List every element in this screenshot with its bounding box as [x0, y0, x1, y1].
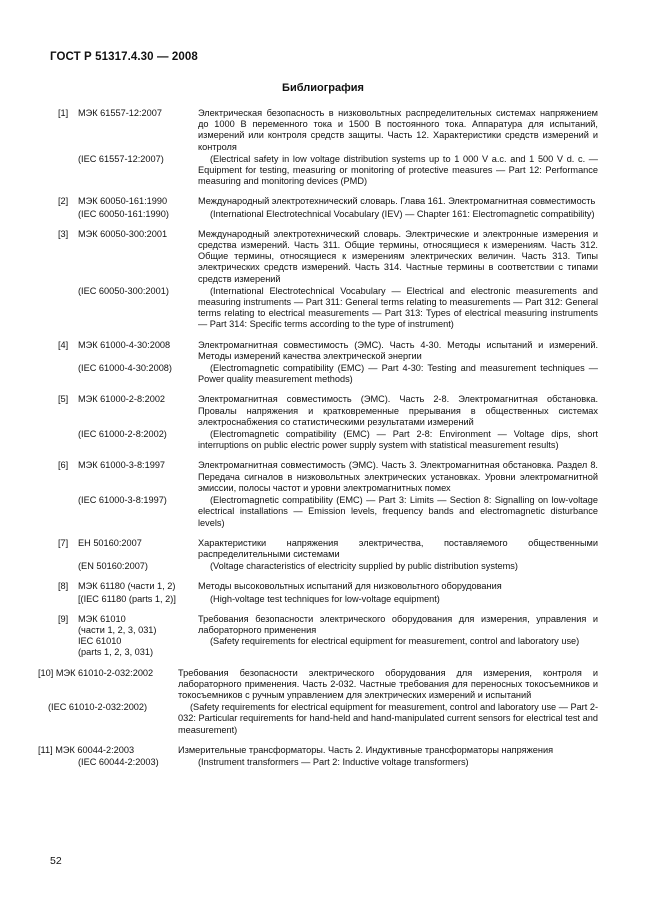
bibliography-entry — [38, 744, 598, 768]
entry-code-en: (IEC 60050-161:1990) — [78, 208, 169, 219]
entry-code-en: (IEC 61000-3-8:1997) — [78, 495, 167, 506]
entry-text-ru: Методы высоковольтных испытаний для низковольтного оборудования — [198, 581, 502, 592]
entry-code-ru: МЭК 61000-2-8:2002 — [78, 394, 166, 405]
entry-code-en: (IEC 60050-300:2001) — [78, 285, 169, 296]
entry-num-code-ru: [10] МЭК 61010-2-032:2002 — [38, 667, 154, 678]
entry-code-en: (IEC 61000-4-30:2008) — [78, 363, 172, 374]
bibliography-entry — [58, 394, 598, 451]
entry-code-ru: МЭК 60050-161:1990 — [78, 196, 168, 207]
bibliography-title: Библиография — [282, 82, 364, 94]
entry-text-en: (Electromagnetic compatibility (EMC) — Part 3: Limits — Section 8: Signalling on low-voltage electrical installations — Emission levels, frequency bands and electromagnetic disturbance levels) — [198, 495, 598, 528]
entry-number: [6] — [58, 460, 69, 471]
entry-text-ru: Измерительные трансформаторы. Часть 2. Индуктивные трансформаторы напряжения — [178, 744, 554, 755]
entry-code-en: (IEC 61000-2-8:2002) — [78, 429, 167, 440]
entry-text-en: (International Electrotechnical Vocabulary (IEV) — Chapter 161: Electromagnetic compatibility) — [210, 208, 595, 219]
entry-text-ru: Электромагнитная совместимость (ЭМС). Часть 2-8. Электромагнитная обстановка. Провалы напряжения и кратковременные прерывания в общественных системах электроснабжения со статистическими результатами измерений — [198, 394, 598, 427]
entry-code-ru — [78, 614, 198, 659]
entry-text-ru: Требования безопасности электрического оборудования для измерения, управления и лабораторного применения — [198, 613, 598, 635]
entry-text-en: (Electromagnetic compatibility (EMC) — Part 4-30: Testing and measurement techniques — Power quality measurement methods) — [198, 363, 598, 385]
entry-num-code-ru: [11] МЭК 60044-2:2003 — [38, 744, 135, 755]
entry-code-ru: МЭК 61557-12:2007 — [78, 108, 162, 118]
entry-text-ru: Электрическая безопасность в низковольтных распределительных системах напряжением до 1000 В переменного тока и 1500 В постоянного тока. Аппаратура для испытаний, измерений или контроля средств защиты. Часть 12. Характеристики средств измерений и контроля — [198, 108, 598, 152]
entry-code-en: (IEC 61557-12:2007) — [78, 153, 164, 164]
page-number: 52 — [50, 855, 62, 867]
entry-text-en: (Electrical safety in low voltage distribution systems up to 1 000 V a.c. and 1 500 V d. c. — Equipment for testing, measuring or monitoring of protective measures — Part 12: Performance measuring and monitoring devices (PMD) — [198, 153, 598, 187]
entry-number: [8] — [58, 581, 69, 592]
entry-code-en: (EN 50160:2007) — [78, 561, 148, 572]
entry-code-ru-line1: МЭК 61010 — [78, 613, 126, 624]
entry-text-en: (Safety requirements for electrical equipment for measurement, control and laboratory use) — [210, 636, 580, 647]
entry-text-en: (Safety requirements for electrical equipment for measurement, control and laboratory use — Part 2-032: Particular requirements for hand-held and hand-manipulated current sensors for electrical test and measurement) — [178, 702, 599, 735]
entry-text-en: (Instrument transformers — Part 2: Inductive voltage transformers) — [198, 756, 469, 767]
entry-text-ru: Электромагнитная совместимость (ЭМС). Часть 3. Электромагнитная обстановка. Раздел 8. Передача сигналов в низковольтных электрических установках. Уровни электромагнитной эмиссии, полосы частот и уровни электромагнитных помех — [198, 460, 598, 493]
bibliography-entry — [58, 108, 598, 187]
entry-code-ru-line2: (части 1, 2, 3, 031) — [78, 624, 157, 635]
bibliography-entry — [58, 581, 598, 604]
entry-text-ru: Международный электротехнический словарь. Глава 161. Электромагнитная совместимость — [198, 196, 596, 207]
bibliography-entry — [58, 340, 598, 386]
document-header: ГОСТ Р 51317.4.30 — 2008 — [50, 51, 198, 63]
entry-code-ru: МЭК 61000-4-30:2008 — [78, 339, 171, 350]
entry-text-ru: Международный электротехнический словарь. Электрические и электронные измерения и средства измерений. Часть 311. Общие термины, относящиеся к измерениям. Часть 312. Общие термины, относящиеся к измерениям электрических величин. Часть 313. Типы электрических средств измерений. Часть 314. Частные термины в соответствии с типами средств измерений — [198, 228, 598, 284]
entry-number: [5] — [58, 394, 69, 405]
bibliography-entry — [38, 667, 599, 736]
bibliography-entry — [58, 538, 598, 573]
entry-text-ru: Характеристики напряжения электричества, поставляемого общественными распределительными системами — [198, 537, 598, 559]
entry-text-ru: Требования безопасности электрического оборудования для измерения, контроля и лабораторного применения. Часть 2-032. Частные требования для переносных токосъемников и токосъемников с ручным управлением для электрических измерений и испытаний — [178, 667, 598, 700]
entry-code-ru: МЭК 60050-300:2001 — [78, 228, 168, 239]
entry-number: [3] — [58, 228, 69, 239]
entry-number: [1] — [58, 108, 69, 118]
entry-code-ru: ЕН 50160:2007 — [78, 537, 142, 548]
entry-text-en: (Electromagnetic compatibility (EMC) — Part 2-8: Environment — Voltage dips, short interruptions on public electric power supply system with statistical measurement results) — [198, 429, 598, 451]
bibliography-entry — [58, 614, 598, 659]
entry-text-en: (Voltage characteristics of electricity supplied by public distribution systems) — [210, 561, 518, 572]
entry-code-en: [(IEC 61180 (parts 1, 2)] — [78, 593, 176, 604]
entry-code-en-line1: IEC 61010 — [78, 636, 122, 647]
entry-code-ru: МЭК 61180 (части 1, 2) — [78, 581, 176, 592]
entry-number: [7] — [58, 537, 69, 548]
entry-number: [9] — [58, 613, 69, 624]
entry-text-en: (International Electrotechnical Vocabulary — Electrical and electronic measurements and measuring instruments — Part 311: General terms relating to measurements — Part 312: General terms relating to electrical measurements — Part 313: Types of electrical measuring instruments — Part 314: Specific terms according to the type of instrument) — [198, 285, 598, 330]
entry-text-combined — [198, 614, 598, 659]
entry-text-en: (High-voltage test techniques for low-voltage equipment) — [210, 593, 440, 604]
bibliography-entry — [58, 196, 598, 219]
bibliography-entry — [58, 229, 598, 331]
entry-number: [2] — [58, 196, 69, 207]
bibliography-list — [38, 108, 599, 777]
bibliography-entry — [58, 460, 598, 528]
entry-code-en: (IEC 61010-2-032:2002) — [48, 702, 148, 713]
entry-code-ru: МЭК 61000-3-8:1997 — [78, 460, 166, 471]
entry-text-ru: Электромагнитная совместимость (ЭМС). Часть 4-30. Методы испытаний и измерений. Методы измерений качества электрической энергии — [198, 339, 598, 361]
entry-code-en-line2: (parts 1, 2, 3, 031) — [78, 647, 154, 658]
entry-number: [4] — [58, 339, 69, 350]
entry-code-en: (IEC 60044-2:2003) — [78, 756, 159, 767]
